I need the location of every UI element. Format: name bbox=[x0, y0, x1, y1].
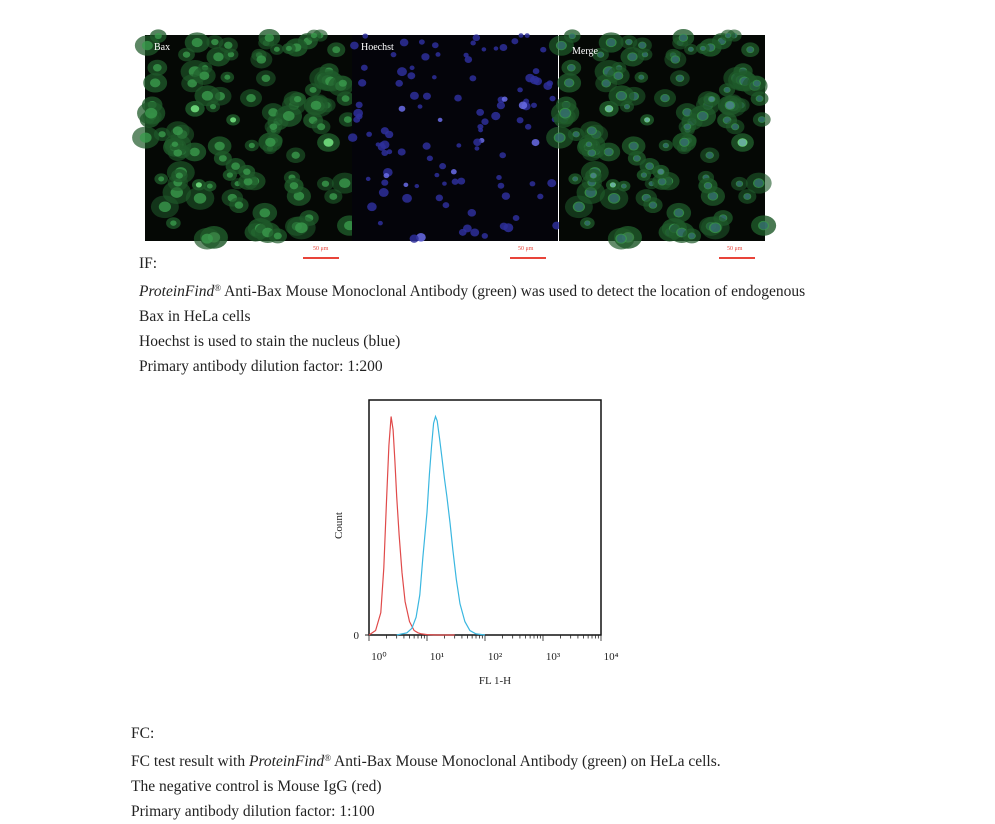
x-tick-label: 10⁰ bbox=[371, 651, 387, 663]
merge-label: Merge bbox=[572, 46, 598, 57]
brand-name: ProteinFind bbox=[139, 283, 215, 300]
fc-histogram-chart bbox=[320, 390, 620, 700]
fc-line-1-pre: FC test result with bbox=[131, 753, 249, 770]
if-line-2: Bax in HeLa cells bbox=[139, 308, 251, 325]
hoechst-nuclei-image bbox=[352, 35, 558, 241]
bax-label: Bax bbox=[154, 42, 171, 53]
bax-cells-image bbox=[145, 35, 352, 241]
if-image-hoechst bbox=[352, 35, 558, 252]
fc-line-1 bbox=[131, 746, 721, 774]
bax-scale-text: 50 μm bbox=[313, 246, 329, 252]
series-line-1 bbox=[397, 417, 485, 636]
x-axis-label: FL 1-H bbox=[478, 675, 512, 687]
fc-line-2: The negative control is Mouse IgG (red) bbox=[131, 778, 382, 795]
fc-heading: FC: bbox=[131, 725, 155, 742]
if-image-merge bbox=[559, 35, 765, 252]
if-caption bbox=[139, 251, 805, 379]
x-tick-label: 10² bbox=[487, 651, 503, 663]
plot-frame bbox=[369, 400, 601, 635]
hoechst-label: Hoechst bbox=[361, 42, 394, 53]
fc-registered-mark: ® bbox=[324, 753, 332, 763]
x-tick-label: 10⁴ bbox=[603, 651, 619, 663]
if-heading: IF: bbox=[139, 255, 158, 272]
merge-scale-text: 50 μm bbox=[727, 246, 743, 252]
series-line-0 bbox=[369, 417, 455, 636]
y-axis-label: Count bbox=[333, 512, 345, 539]
fc-line-1-text: Anti-Bax Mouse Monoclonal Antibody (green) on HeLa cells. bbox=[331, 753, 721, 770]
x-tick-label: 10¹ bbox=[429, 651, 445, 663]
registered-mark: ® bbox=[214, 283, 222, 293]
if-image-bax bbox=[145, 35, 352, 252]
hoechst-scale-text: 50 μm bbox=[518, 246, 534, 252]
if-line-3: Hoechst is used to stain the nucleus (blue) bbox=[139, 333, 401, 350]
fc-caption bbox=[131, 721, 721, 824]
fc-brand-name: ProteinFind bbox=[248, 753, 325, 770]
merge-cells-image bbox=[559, 35, 765, 241]
if-line-4: Primary antibody dilution factor: 1:200 bbox=[139, 358, 383, 375]
if-line-1 bbox=[139, 276, 805, 304]
y-tick-label: 0 bbox=[353, 630, 359, 642]
x-tick-label: 10³ bbox=[545, 651, 561, 663]
if-line-1-text: Anti-Bax Mouse Monoclonal Antibody (green) was used to detect the location of endogenous bbox=[221, 283, 806, 300]
fc-line-3: Primary antibody dilution factor: 1:100 bbox=[131, 803, 375, 820]
